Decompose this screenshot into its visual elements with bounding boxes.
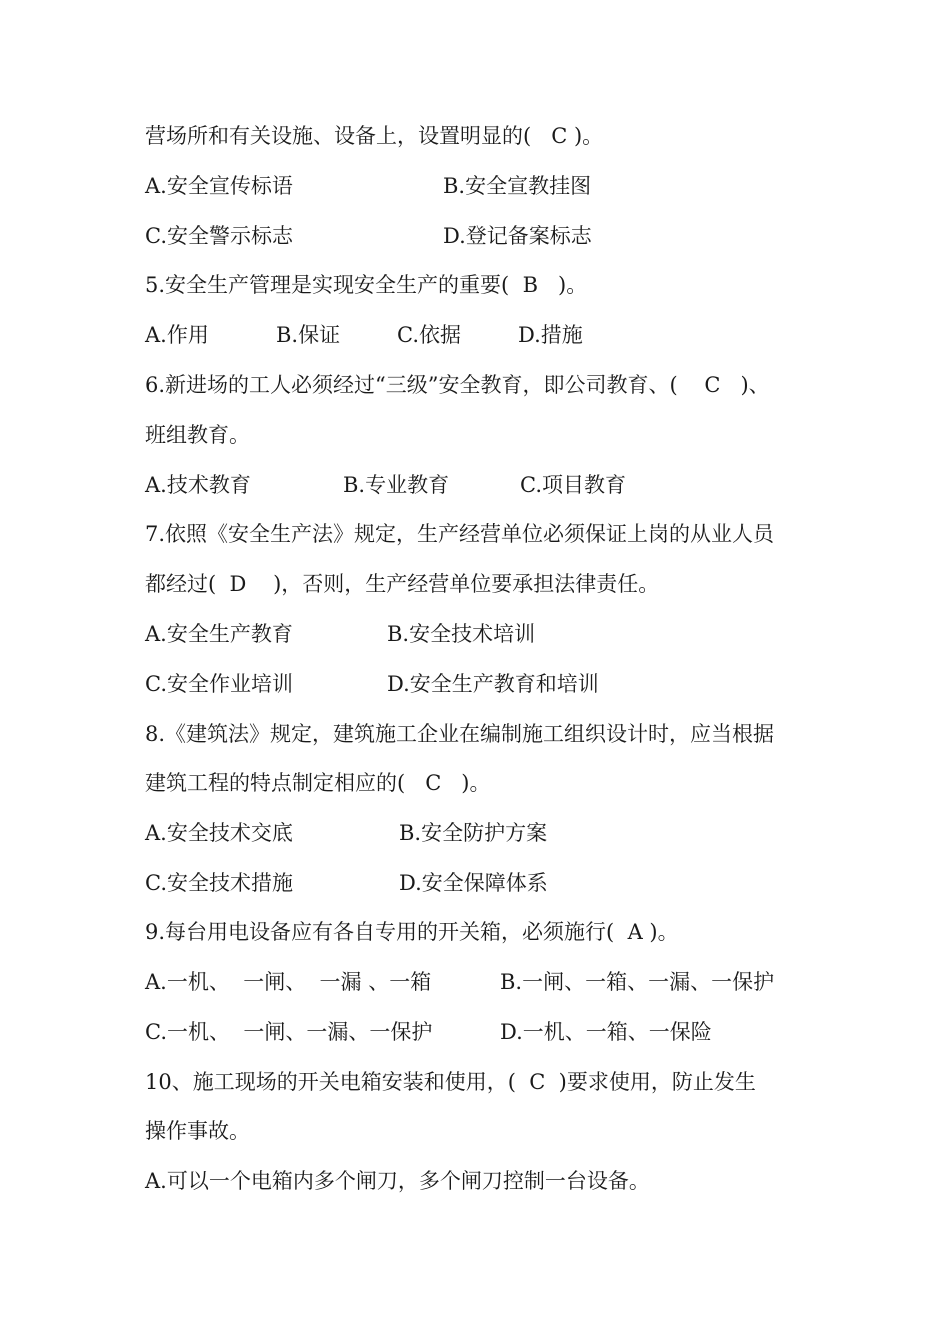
question-6-stem: 6.新进场的工人必须经过“三级”安全教育，即公司教育、( C )、 (145, 373, 770, 397)
option-d: D.措施 (518, 323, 583, 347)
option-b: B.安全防护方案 (399, 821, 548, 845)
option-a: A.安全技术交底 (145, 821, 293, 845)
question-10-stem: 10、施工现场的开关电箱安装和使用，( C )要求使用，防止发生 (145, 1070, 756, 1094)
option-c: C.安全技术措施 (145, 871, 293, 895)
question-6-stem-continuation: 班组教育。 (145, 423, 250, 447)
question-5-options (145, 319, 583, 351)
option-b: B.专业教育 (343, 473, 450, 497)
question-8-options-row-1 (145, 817, 548, 849)
option-b: B.保证 (276, 323, 341, 347)
question-4-stem-continuation: 营场所和有关设施、设备上，设置明显的( C )。 (145, 124, 604, 148)
question-8-stem: 8.《建筑法》规定，建筑施工企业在编制施工组织设计时，应当根据 (145, 722, 775, 746)
option-c: C.一机、 一闸、一漏、一保护 (145, 1020, 433, 1044)
question-7-options-row-1 (145, 618, 536, 650)
question-10-option-a: A.可以一个电箱内多个闸刀，多个闸刀控制一台设备。 (145, 1169, 650, 1193)
question-7-options-row-2 (145, 668, 599, 700)
option-b: B.安全宣教挂图 (443, 174, 592, 198)
question-6-options (145, 469, 626, 501)
question-10-stem-continuation: 操作事故。 (145, 1119, 250, 1143)
question-7-stem-continuation: 都经过( D )，否则，生产经营单位要承担法律责任。 (145, 572, 660, 596)
question-4-options-row-2 (145, 220, 592, 252)
option-b: B.一闸、一箱、一漏、一保护 (500, 970, 775, 994)
question-9-options-row-1 (145, 966, 775, 998)
question-9-stem: 9.每台用电设备应有各自专用的开关箱，必须施行( A )。 (145, 920, 679, 944)
option-a: A.一机、 一闸、 一漏 、一箱 (145, 970, 432, 994)
question-5-stem: 5.安全生产管理是实现安全生产的重要( B )。 (145, 273, 588, 297)
option-c: C.项目教育 (520, 473, 626, 497)
option-c: C.安全作业培训 (145, 672, 293, 696)
option-a: A.作用 (145, 323, 209, 347)
question-7-stem: 7.依照《安全生产法》规定，生产经营单位必须保证上岗的从业人员 (145, 522, 775, 546)
option-a: A.安全生产教育 (145, 622, 293, 646)
option-a: A.安全宣传标语 (145, 174, 293, 198)
question-8-stem-continuation: 建筑工程的特点制定相应的( C )。 (145, 771, 491, 795)
option-d: D.登记备案标志 (443, 224, 592, 248)
option-d: D.安全生产教育和培训 (387, 672, 599, 696)
question-8-options-row-2 (145, 867, 548, 899)
option-c: C.依据 (397, 323, 461, 347)
option-c: C.安全警示标志 (145, 224, 293, 248)
question-9-options-row-2 (145, 1016, 712, 1048)
option-a: A.技术教育 (145, 473, 251, 497)
option-d: D.一机、一箱、一保险 (500, 1020, 712, 1044)
question-4-options-row-1 (145, 170, 592, 202)
option-b: B.安全技术培训 (387, 622, 536, 646)
option-d: D.安全保障体系 (399, 871, 548, 895)
